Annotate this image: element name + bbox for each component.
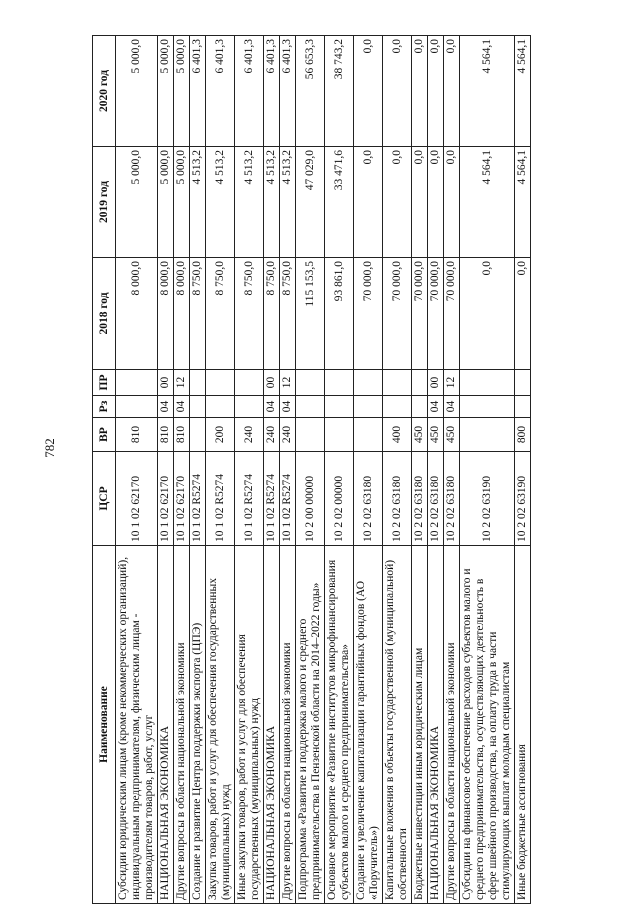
table-row	[116, 36, 158, 904]
cell-name: Создание и развитие Центра поддержки экспорта (ЦПЭ)	[190, 546, 206, 904]
table-row	[428, 36, 444, 904]
header-2020: 2020 год	[93, 36, 116, 147]
cell-2020: 0,0	[444, 36, 460, 147]
table-row	[325, 36, 354, 904]
cell-2020: 0,0	[383, 36, 412, 147]
cell-2020: 0,0	[412, 36, 428, 147]
cell-vr: 810	[158, 418, 174, 452]
cell-2019: 4 513,2	[235, 147, 264, 258]
cell-2019: 5 000,0	[174, 147, 190, 258]
cell-2018: 70 000,0	[383, 258, 412, 370]
cell-2020: 0,0	[428, 36, 444, 147]
table-row	[280, 36, 296, 904]
header-2019: 2019 год	[93, 147, 116, 258]
cell-2019: 4 513,2	[190, 147, 206, 258]
page-number: 782	[41, 438, 57, 458]
cell-vr	[354, 418, 383, 452]
cell-2020: 5 000,0	[116, 36, 158, 147]
cell-2019: 5 000,0	[158, 147, 174, 258]
cell-vr: 200	[206, 418, 235, 452]
table-row	[296, 36, 325, 904]
cell-2018: 0,0	[515, 258, 531, 370]
cell-pr	[383, 370, 412, 396]
cell-2020: 6 401,3	[280, 36, 296, 147]
table-row	[235, 36, 264, 904]
cell-name: Другие вопросы в области национальной экономики	[444, 546, 460, 904]
cell-rz	[296, 396, 325, 418]
cell-name: Субсидии юридическим лицам (кроме некоммерческих организаций), индивидуальным предпринимателям, физическим лицам - производителям товаров, работ, услуг	[116, 546, 158, 904]
cell-pr: 12	[444, 370, 460, 396]
cell-csr: 10 2 02 63180	[412, 452, 428, 546]
cell-2020: 6 401,3	[235, 36, 264, 147]
cell-csr: 10 1 02 R5274	[190, 452, 206, 546]
cell-2020: 0,0	[354, 36, 383, 147]
cell-csr: 10 2 02 63190	[460, 452, 515, 546]
cell-rz: 04	[444, 396, 460, 418]
cell-pr	[515, 370, 531, 396]
cell-rz	[235, 396, 264, 418]
cell-2019: 4 513,2	[264, 147, 280, 258]
cell-csr: 10 2 02 63190	[515, 452, 531, 546]
table-row	[444, 36, 460, 904]
budget-table	[92, 35, 531, 904]
cell-csr: 10 1 02 62170	[158, 452, 174, 546]
table-row	[158, 36, 174, 904]
cell-pr	[206, 370, 235, 396]
cell-2018: 8 750,0	[190, 258, 206, 370]
cell-csr: 10 1 02 62170	[174, 452, 190, 546]
cell-csr: 10 1 02 R5274	[235, 452, 264, 546]
header-2018: 2018 год	[93, 258, 116, 370]
cell-2018: 0,0	[460, 258, 515, 370]
cell-2019: 0,0	[428, 147, 444, 258]
cell-name: Другие вопросы в области национальной экономики	[280, 546, 296, 904]
cell-name: Подпрограмма «Развитие и поддержка малого и среднего предпринимательства в Пензенской области на 2014–2022 годы»	[296, 546, 325, 904]
cell-rz	[460, 396, 515, 418]
cell-vr	[460, 418, 515, 452]
cell-2018: 70 000,0	[444, 258, 460, 370]
cell-vr: 810	[116, 418, 158, 452]
cell-vr	[325, 418, 354, 452]
cell-vr: 450	[412, 418, 428, 452]
cell-rz	[515, 396, 531, 418]
cell-pr	[354, 370, 383, 396]
rotated-table-container	[92, 36, 596, 904]
cell-name: НАЦИОНАЛЬНАЯ ЭКОНОМИКА	[264, 546, 280, 904]
cell-rz: 04	[428, 396, 444, 418]
cell-2020: 6 401,3	[206, 36, 235, 147]
table-header-row	[93, 36, 116, 904]
header-pr: ПР	[93, 370, 116, 396]
cell-2018: 70 000,0	[412, 258, 428, 370]
cell-vr: 240	[280, 418, 296, 452]
cell-2018: 8 000,0	[116, 258, 158, 370]
cell-vr: 400	[383, 418, 412, 452]
cell-2020: 56 653,3	[296, 36, 325, 147]
cell-pr	[116, 370, 158, 396]
cell-name: Основное мероприятие «Развитие институтов микрофинансирования субъектов малого и среднего предпринимательства»	[325, 546, 354, 904]
cell-2019: 4 513,2	[206, 147, 235, 258]
table-row	[190, 36, 206, 904]
table-body	[116, 36, 531, 904]
cell-2018: 70 000,0	[428, 258, 444, 370]
cell-name: Закупка товаров, работ и услуг для обеспечения государственных (муниципальных) нужд	[206, 546, 235, 904]
cell-pr	[412, 370, 428, 396]
cell-vr: 450	[444, 418, 460, 452]
cell-vr	[190, 418, 206, 452]
cell-name: Иные бюджетные ассигнования	[515, 546, 531, 904]
cell-2020: 38 743,2	[325, 36, 354, 147]
cell-vr: 810	[174, 418, 190, 452]
cell-name: Бюджетные инвестиции иным юридическим лицам	[412, 546, 428, 904]
cell-pr	[190, 370, 206, 396]
cell-vr	[296, 418, 325, 452]
cell-2019: 47 029,0	[296, 147, 325, 258]
cell-csr: 10 1 02 62170	[116, 452, 158, 546]
cell-csr: 10 2 02 63180	[383, 452, 412, 546]
cell-2018: 115 153,5	[296, 258, 325, 370]
cell-2020: 4 564,1	[515, 36, 531, 147]
table-row	[354, 36, 383, 904]
cell-pr	[325, 370, 354, 396]
cell-vr: 450	[428, 418, 444, 452]
cell-pr	[296, 370, 325, 396]
header-rz: Рз	[93, 396, 116, 418]
cell-rz	[354, 396, 383, 418]
cell-vr: 240	[264, 418, 280, 452]
table-row	[412, 36, 428, 904]
cell-2018: 8 000,0	[158, 258, 174, 370]
cell-2019: 0,0	[444, 147, 460, 258]
cell-2019: 0,0	[383, 147, 412, 258]
cell-rz: 04	[158, 396, 174, 418]
cell-rz	[325, 396, 354, 418]
cell-2018: 8 000,0	[174, 258, 190, 370]
cell-csr: 10 2 02 00000	[325, 452, 354, 546]
cell-2019: 33 471,6	[325, 147, 354, 258]
header-name: Наименование	[93, 546, 116, 904]
cell-2018: 70 000,0	[354, 258, 383, 370]
table-row	[460, 36, 515, 904]
cell-2019: 4 513,2	[280, 147, 296, 258]
cell-2019: 5 000,0	[116, 147, 158, 258]
cell-name: Другие вопросы в области национальной экономики	[174, 546, 190, 904]
table-row	[515, 36, 531, 904]
cell-rz	[412, 396, 428, 418]
cell-name: Создание и увеличение капитализации гарантийных фондов (АО «Поручитель»)	[354, 546, 383, 904]
cell-rz	[116, 396, 158, 418]
cell-2018: 8 750,0	[206, 258, 235, 370]
table-row	[264, 36, 280, 904]
cell-csr: 10 2 02 63180	[444, 452, 460, 546]
cell-pr: 00	[428, 370, 444, 396]
cell-csr: 10 2 02 63180	[354, 452, 383, 546]
cell-2018: 8 750,0	[235, 258, 264, 370]
cell-name: Субсидии на финансовое обеспечение расходов субъектов малого и среднего предпринимательства, осуществляющих деятельность в сфере швейного производства, на оплату труда в части стимулирующих выплат молодым специалистам	[460, 546, 515, 904]
header-vr: ВР	[93, 418, 116, 452]
cell-pr	[460, 370, 515, 396]
table-row	[383, 36, 412, 904]
cell-pr: 12	[280, 370, 296, 396]
cell-name: НАЦИОНАЛЬНАЯ ЭКОНОМИКА	[158, 546, 174, 904]
cell-2020: 6 401,3	[264, 36, 280, 147]
cell-2019: 4 564,1	[515, 147, 531, 258]
cell-2018: 8 750,0	[264, 258, 280, 370]
cell-rz	[206, 396, 235, 418]
cell-csr: 10 1 02 R5274	[264, 452, 280, 546]
cell-2018: 8 750,0	[280, 258, 296, 370]
cell-2020: 4 564,1	[460, 36, 515, 147]
cell-rz: 04	[264, 396, 280, 418]
cell-pr: 00	[158, 370, 174, 396]
cell-rz: 04	[280, 396, 296, 418]
cell-name: Иные закупки товаров, работ и услуг для обеспечения государственных (муниципальных) нужд	[235, 546, 264, 904]
cell-vr: 240	[235, 418, 264, 452]
cell-rz	[190, 396, 206, 418]
cell-2019: 4 564,1	[460, 147, 515, 258]
cell-csr: 10 1 02 R5274	[280, 452, 296, 546]
cell-rz	[383, 396, 412, 418]
cell-2020: 6 401,3	[190, 36, 206, 147]
table-row	[174, 36, 190, 904]
cell-2020: 5 000,0	[158, 36, 174, 147]
cell-rz: 04	[174, 396, 190, 418]
cell-pr: 12	[174, 370, 190, 396]
cell-name: НАЦИОНАЛЬНАЯ ЭКОНОМИКА	[428, 546, 444, 904]
cell-2018: 93 861,0	[325, 258, 354, 370]
cell-csr: 10 2 00 00000	[296, 452, 325, 546]
cell-pr: 00	[264, 370, 280, 396]
cell-2019: 0,0	[412, 147, 428, 258]
cell-pr	[235, 370, 264, 396]
cell-2020: 5 000,0	[174, 36, 190, 147]
cell-2019: 0,0	[354, 147, 383, 258]
cell-csr: 10 2 02 63180	[428, 452, 444, 546]
cell-name: Капитальные вложения в объекты государственной (муниципальной) собственности	[383, 546, 412, 904]
table-row	[206, 36, 235, 904]
header-csr: ЦСР	[93, 452, 116, 546]
cell-csr: 10 1 02 R5274	[206, 452, 235, 546]
cell-vr: 800	[515, 418, 531, 452]
